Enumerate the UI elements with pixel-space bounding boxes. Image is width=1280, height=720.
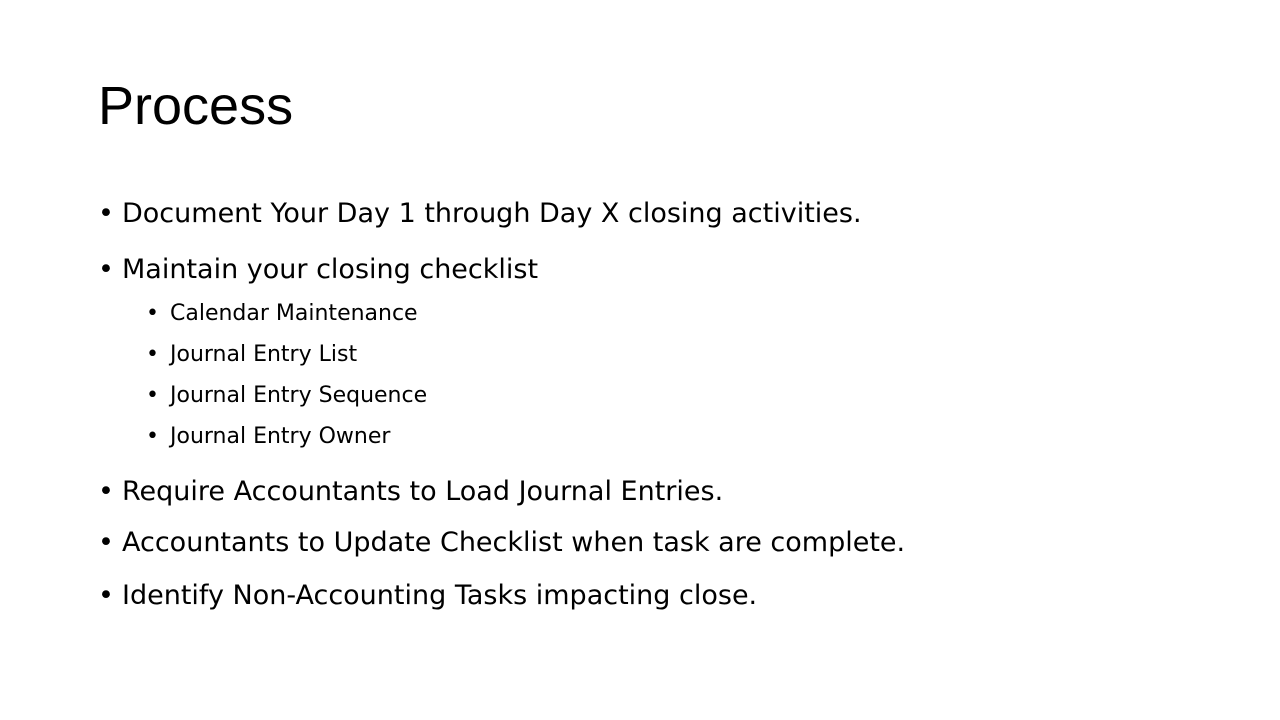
bullet-text: Identify Non-Accounting Tasks impacting close. <box>122 580 758 611</box>
sub-bullet-text: Calendar Maintenance <box>170 301 418 326</box>
bullet-dot-icon: • <box>98 254 114 285</box>
bullet-dot-icon: • <box>98 198 114 229</box>
bullet-text: Maintain your closing checklist <box>122 254 539 285</box>
bullet-item <box>98 525 905 561</box>
bullet-text: Require Accountants to Load Journal Entries. <box>122 476 724 507</box>
sub-bullet-text: Journal Entry Sequence <box>170 383 428 408</box>
bullet-text: Document Your Day 1 through Day X closing activities. <box>122 198 862 229</box>
sub-bullet-item <box>146 340 357 370</box>
sub-bullet-item <box>146 381 427 411</box>
bullet-item <box>98 196 862 232</box>
sub-bullet-text: Journal Entry Owner <box>170 424 391 449</box>
bullet-dot-icon: • <box>98 476 114 507</box>
sub-bullet-item <box>146 299 418 329</box>
bullet-dot-icon: • <box>98 527 114 558</box>
bullet-dot-icon: • <box>146 342 159 367</box>
bullet-item <box>98 578 757 614</box>
bullet-item <box>98 474 723 510</box>
bullet-text: Accountants to Update Checklist when task are complete. <box>122 527 906 558</box>
bullet-dot-icon: • <box>146 383 159 408</box>
bullet-dot-icon: • <box>146 424 159 449</box>
slide-title: Process <box>98 76 294 136</box>
bullet-dot-icon: • <box>98 580 114 611</box>
bullet-item <box>98 252 538 288</box>
bullet-dot-icon: • <box>146 301 159 326</box>
sub-bullet-item <box>146 422 390 452</box>
sub-bullet-text: Journal Entry List <box>170 342 358 367</box>
